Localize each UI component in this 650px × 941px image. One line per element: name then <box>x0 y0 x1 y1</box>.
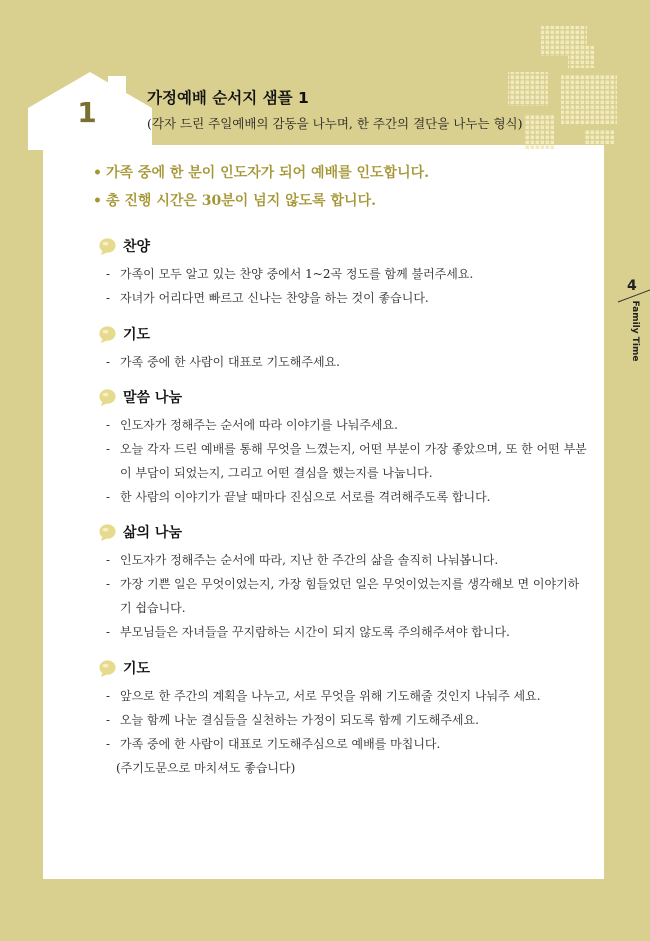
section-title: 기도 <box>123 327 151 343</box>
list-item: - 자녀가 어리다면 빠르고 신나는 찬양을 하는 것이 좋습니다. <box>106 291 429 305</box>
decorative-pattern <box>500 20 630 160</box>
section-word-sharing <box>98 385 588 509</box>
side-label: Family Time <box>630 300 640 362</box>
key-point: • 총 진행 시간은 30분이 넘지 않도록 합니다. <box>93 193 376 209</box>
list-item: - 인도자가 정해주는 순서에 따라, 지난 한 주간의 삶을 솔직히 나눠봅니다. <box>106 553 499 567</box>
section-prayer <box>98 322 588 374</box>
speech-bubble-icon <box>98 388 117 407</box>
section-praise <box>98 234 588 310</box>
list-item: - 가장 기쁜 일은 무엇이었는지, 가장 힘들었던 일은 무엇이었는지를 생각해보 면 이야기하기 쉽습니다. <box>106 577 580 615</box>
speech-bubble-icon <box>98 237 117 256</box>
list-item: - 가족 중에 한 사람이 대표로 기도해주세요. <box>106 355 340 369</box>
list-item: - 가족 중에 한 사람이 대표로 기도해주심으로 예배를 마칩니다. <box>106 737 441 751</box>
speech-bubble-icon <box>98 325 117 344</box>
section-life-sharing <box>98 520 588 644</box>
page-number: 4 <box>627 278 637 294</box>
list-item: - 가족이 모두 알고 있는 찬양 중에서 1~2곡 정도를 함께 불러주세요. <box>106 267 474 281</box>
list-item: - 앞으로 한 주간의 계획을 나누고, 서로 무엇을 위해 기도해줄 것인지 나눠주 세요. <box>106 689 541 703</box>
key-point-text: 가족 중에 한 분이 인도자가 되어 예배를 인도합니다. <box>106 165 429 181</box>
list-item: - 오늘 함께 나눈 결심들을 실천하는 가정이 되도록 함께 기도해주세요. <box>106 713 479 727</box>
closing-note: (주기도문으로 마치셔도 좋습니다) <box>116 761 296 775</box>
page-subtitle: (각자 드린 주일예배의 감동을 나누며, 한 주간의 결단을 나누는 형식) <box>147 116 523 131</box>
section-closing-prayer <box>98 656 588 780</box>
list-item: - 한 사람의 이야기가 끝날 때마다 진심으로 서로를 격려해주도록 합니다. <box>106 490 491 504</box>
key-point: • 가족 중에 한 분이 인도자가 되어 예배를 인도합니다. <box>93 165 429 181</box>
section-title: 기도 <box>123 661 151 677</box>
section-title: 찬양 <box>123 239 151 255</box>
speech-bubble-icon <box>98 523 117 542</box>
section-title: 삶의 나눔 <box>123 525 182 541</box>
speech-bubble-icon <box>98 659 117 678</box>
section-title: 말씀 나눔 <box>123 390 182 406</box>
list-item: - 오늘 각자 드린 예배를 통해 무엇을 느꼈는지, 어떤 부분이 가장 좋았으며, 또 한 어떤 부분이 부담이 되었는지, 그리고 어떤 결심을 했는지를 나눕니다. <box>106 442 587 480</box>
section-number: 1 <box>77 96 97 129</box>
page-title: 가정예배 순서지 샘플 1 <box>147 89 309 107</box>
key-points <box>93 161 429 217</box>
list-item: - 인도자가 정해주는 순서에 따라 이야기를 나눠주세요. <box>106 418 398 432</box>
key-point-text: 총 진행 시간은 30분이 넘지 않도록 합니다. <box>106 193 376 209</box>
list-item: - 부모님들은 자녀들을 꾸지람하는 시간이 되지 않도록 주의해주셔야 합니다. <box>106 625 510 639</box>
